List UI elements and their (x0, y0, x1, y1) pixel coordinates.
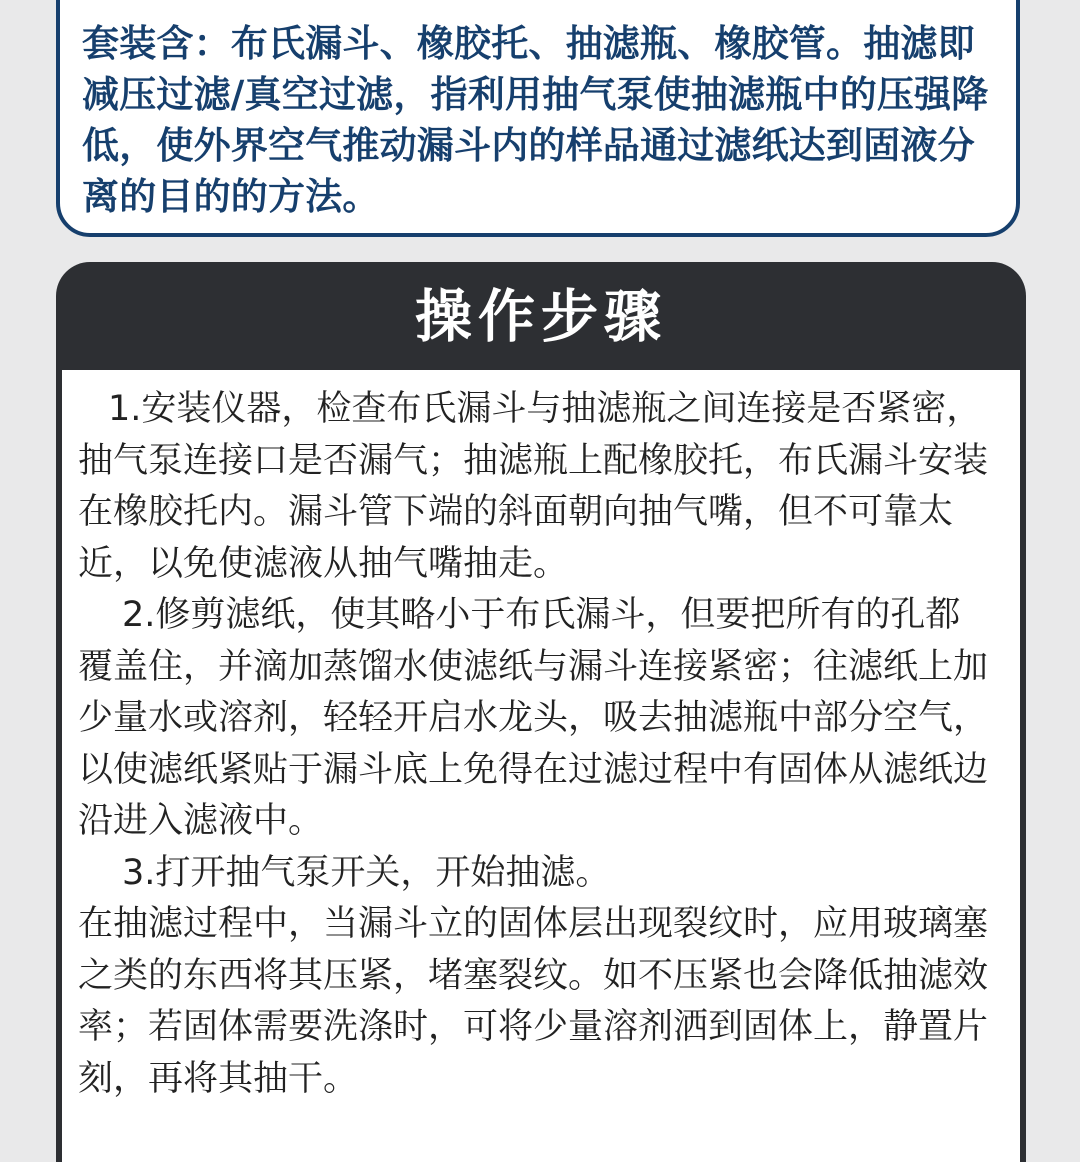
steps-card (56, 262, 1026, 1162)
step-3-detail-text: 在抽滤过程中，当漏斗立的固体层出现裂纹时，应用玻璃塞之类的东西将其压紧，堵塞裂纹。如不压紧也会降低抽滤效率；若固体需要洗涤时，可将少量溶剂洒到固体上，静置片刻，再将其抽干。 (78, 904, 989, 1099)
steps-body (62, 370, 1020, 1162)
step-3-text: 3.打开抽气泵开关，开始抽滤。 (122, 852, 611, 893)
steps-title: 操作步骤 (415, 284, 667, 350)
step-1-text: 1.安装仪器，检查布氏漏斗与抽滤瓶之间连接是否紧密，抽气泵连接口是否漏气；抽滤瓶上配橡胶托，布氏漏斗安装在橡胶托内。漏斗管下端的斜面朝向抽气嘴，但不可靠太近，以免使滤液从抽气嘴抽走。 (78, 389, 989, 584)
step-2-text: 2.修剪滤纸，使其略小于布氏漏斗，但要把所有的孔都覆盖住，并滴加蒸馏水使滤纸与漏斗连接紧密；往滤纸上加少量水或溶剂，轻轻开启水龙头，吸去抽滤瓶中部分空气，以使滤纸紧贴于漏斗底上免得在过滤过程中有固体从滤纸边沿进入滤液中。 (78, 595, 989, 841)
intro-card (56, 0, 1020, 237)
intro-text: 套装含：布氏漏斗、橡胶托、抽滤瓶、橡胶管。抽滤即减压过滤/真空过滤，指利用抽气泵使抽滤瓶中的压强降低，使外界空气推动漏斗内的样品通过滤纸达到固液分离的目的的方法。 (82, 22, 989, 218)
steps-text (78, 384, 992, 1105)
